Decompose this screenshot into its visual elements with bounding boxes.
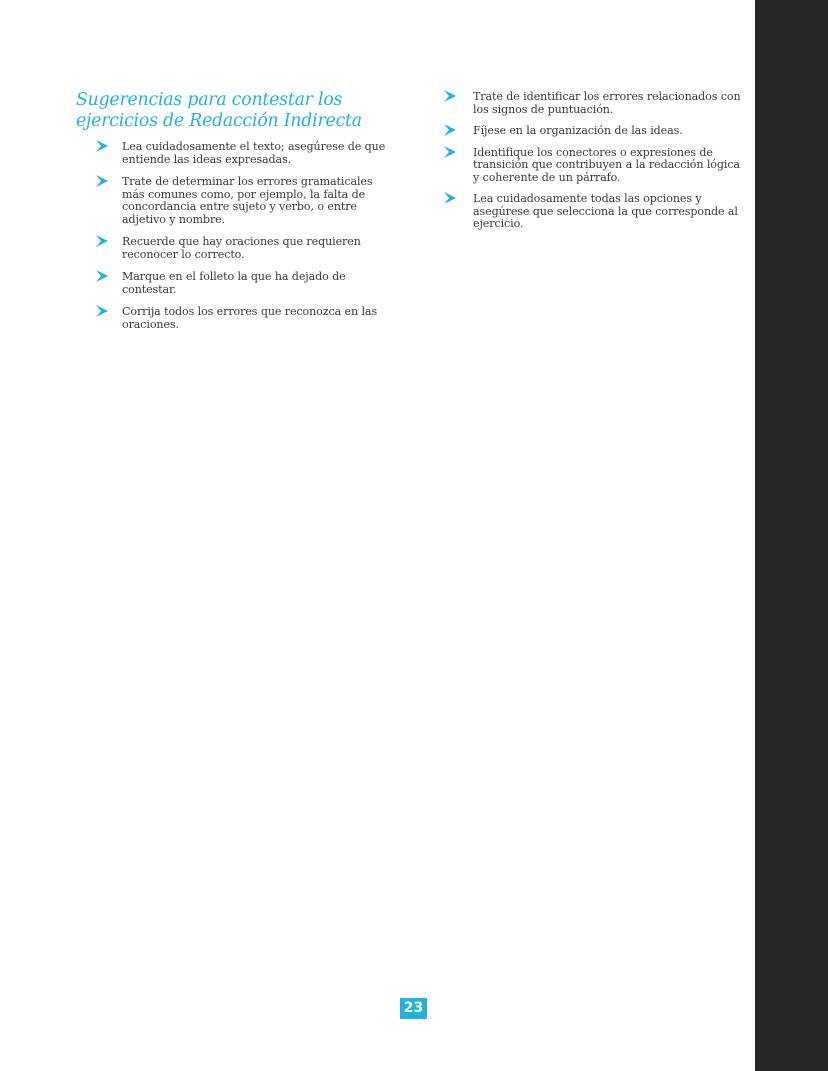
list-item-text: Fíjese en la organización de las ideas. xyxy=(473,124,683,137)
arrowhead-bullet-icon xyxy=(96,140,108,152)
list-item-text: Recuerde que hay oraciones que requieren reconocer lo correcto. xyxy=(122,235,361,261)
page-number: 23 xyxy=(400,998,427,1019)
list-item-text: Trate de determinar los errores gramaticales más comunes como, por ejemplo, la falta de concordancia entre sujeto y verbo, o entre adjetivo y nombre. xyxy=(122,175,373,226)
list-item xyxy=(96,176,396,226)
list-item-text: Trate de identificar los errores relacionados con los signos de puntuación. xyxy=(473,90,741,116)
arrowhead-bullet-icon xyxy=(96,235,108,247)
list-item xyxy=(96,236,396,261)
arrowhead-bullet-icon xyxy=(444,90,456,102)
arrowhead-bullet-icon xyxy=(444,192,456,204)
list-item xyxy=(96,306,396,331)
right-column xyxy=(444,91,744,240)
list-item xyxy=(444,91,744,116)
list-item-text: Marque en el folleto la que ha dejado de contestar. xyxy=(122,270,346,296)
list-item xyxy=(96,271,396,296)
list-item xyxy=(444,125,744,138)
right-bullet-list xyxy=(444,91,744,231)
list-item-text: Lea cuidadosamente el texto; asegúrese de que entiende las ideas expresadas. xyxy=(122,140,386,166)
arrowhead-bullet-icon xyxy=(444,124,456,136)
page-edge-bar xyxy=(755,0,828,1071)
list-item xyxy=(444,147,744,185)
arrowhead-bullet-icon xyxy=(96,270,108,282)
list-item-text: Lea cuidadosamente todas las opciones y asegúrese que selecciona la que corresponde al ejercicio. xyxy=(473,192,738,230)
arrowhead-bullet-icon xyxy=(96,305,108,317)
list-item xyxy=(96,141,396,166)
list-item xyxy=(444,193,744,231)
list-item-text: Identifique los conectores o expresiones de transición que contribuyen a la redacción lógica y coherente de un párrafo. xyxy=(473,145,740,184)
arrowhead-bullet-icon xyxy=(96,175,108,187)
left-bullet-list xyxy=(96,141,396,331)
left-column xyxy=(76,90,396,341)
section-title: Sugerencias para contestar los ejercicios de Redacción Indirecta xyxy=(76,90,362,131)
arrowhead-bullet-icon xyxy=(444,146,456,158)
list-item-text: Corrija todos los errores que reconozca en las oraciones. xyxy=(122,305,378,331)
